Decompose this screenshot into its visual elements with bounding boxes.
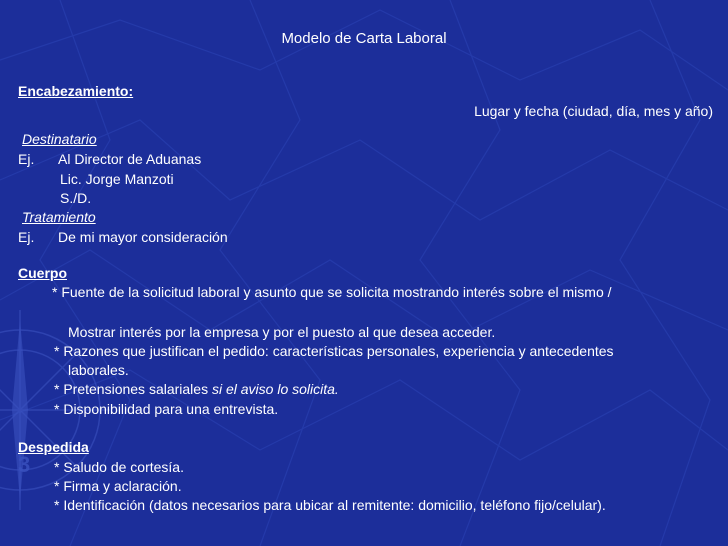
despedida-line: * Identificación (datos necesarios para ubicar al remitente: domicilio, teléfono fijo/celular).: [54, 497, 606, 513]
destinatario-label: Destinatario: [22, 131, 97, 147]
tratamiento-line: De mi mayor consideración: [58, 229, 228, 245]
ej-label: Ej.: [18, 151, 35, 167]
despedida-line: * Firma y aclaración.: [54, 478, 182, 494]
pretensiones-text: * Pretensiones salariales: [54, 381, 209, 397]
compass-number: 3: [18, 452, 31, 477]
tratamiento-label: Tratamiento: [22, 209, 96, 225]
cuerpo-line: [54, 381, 339, 398]
lugar-fecha-text: Lugar y fecha (ciudad, día, mes y año): [474, 103, 713, 119]
destinatario-line: S./D.: [60, 190, 92, 206]
ej-label: Ej.: [18, 229, 35, 245]
cuerpo-line: laborales.: [68, 362, 129, 378]
cuerpo-line: * Fuente de la solicitud laboral y asunto que se solicita mostrando interés sobre el mismo /: [52, 284, 612, 300]
cuerpo-line: Mostrar interés por la empresa y por el puesto al que desea acceder.: [68, 324, 496, 340]
encabezamiento-heading: Encabezamiento:: [18, 83, 134, 99]
despedida-heading: Despedida: [18, 439, 89, 455]
cuerpo-line: * Disponibilidad para una entrevista.: [54, 401, 279, 417]
despedida-line: * Saludo de cortesía.: [54, 459, 184, 475]
destinatario-line: Al Director de Aduanas: [58, 151, 202, 167]
cuerpo-line: * Razones que justifican el pedido: características personales, experiencia y antecedentes: [54, 343, 614, 359]
destinatario-line: Lic. Jorge Manzoti: [60, 171, 174, 187]
pretensiones-italic: si el aviso lo solicita.: [211, 381, 339, 397]
cuerpo-heading: Cuerpo: [18, 265, 67, 281]
page-title: Modelo de Carta Laboral: [281, 30, 447, 47]
